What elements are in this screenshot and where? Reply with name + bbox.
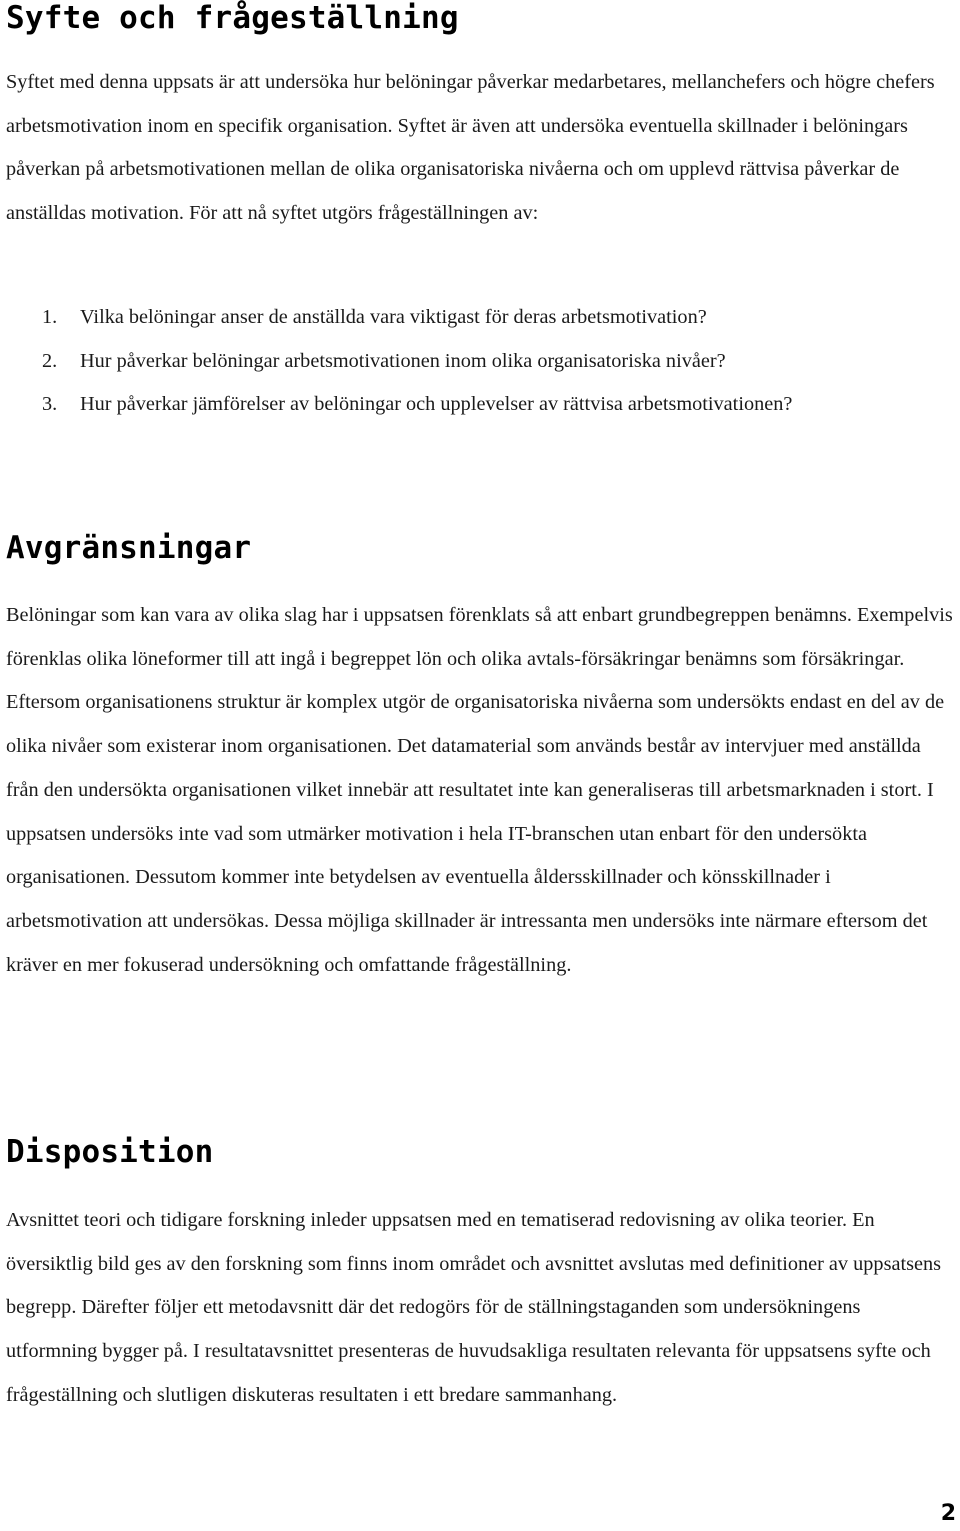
list-item-number: 1. bbox=[42, 306, 58, 328]
list-item-number: 3. bbox=[42, 393, 58, 416]
section-heading-disposition: Disposition bbox=[6, 1134, 214, 1170]
list-item-number: 2. bbox=[42, 349, 58, 372]
list-item bbox=[6, 296, 956, 340]
list-item-text: Vilka belöningar anser de anställda vara viktigast för deras arbetsmotivation? bbox=[80, 306, 707, 328]
section-heading-purpose: Syfte och frågeställning bbox=[6, 0, 459, 36]
list-item-text: Hur påverkar jämförelser av belöningar och upplevelser av rättvisa arbetsmotivationen? bbox=[80, 393, 793, 416]
list-item-text: Hur påverkar belöningar arbetsmotivationen inom olika organisatoriska nivåer? bbox=[80, 349, 726, 372]
section-heading-delimitations: Avgränsningar bbox=[6, 530, 252, 566]
list-item bbox=[6, 340, 956, 384]
list-item bbox=[6, 383, 956, 427]
section-body-purpose: Syftet med denna uppsats är att undersöka hur belöningar påverkar medarbetares, mellanchefers och högre chefers arbetsmotivation inom en specifik organisation. Syftet är även att undersöka eventuella skillnader i belöningars påverkan på arbetsmotivationen mellan de olika organisatoriska nivåerna och om upplevd rättvisa påverkar de anställdas motivation. För att nå syftet utgörs frågeställningen av: bbox=[6, 71, 935, 225]
section-body-delimitations: Belöningar som kan vara av olika slag har i uppsatsen förenklats så att enbart grundbegreppen benämns. Exempelvis förenklas olika löneformer till att ingå i begreppet lön och olika avtals-försäkringar benämns som försäkringar. Eftersom organisationens struktur är komplex utgör de organisatoriska nivåerna som undersökts endast en del av de olika nivåer som existerar inom organisationen. Det datamaterial som används består av intervjuer med anställda från den undersökta organisationen vilket innebär att resultatet inte kan generaliseras till arbetsmarknaden i stort. I uppsatsen undersöks inte vad som utmärker motivation i hela IT-branschen utan enbart för den undersökta organisationen. Dessutom kommer inte betydelsen av eventuella åldersskillnader och könsskillnader i arbetsmotivation att undersökas. Dessa möjliga skillnader är intressanta men undersöks inte närmare eftersom det kräver en mer fokuserad undersökning och omfattande frågeställning. bbox=[6, 604, 953, 976]
section-body-disposition: Avsnittet teori och tidigare forskning inleder uppsatsen med en tematiserad redovisning av olika teorier. En översiktlig bild ges av den forskning som finns inom området och avsnittet avslutas med definitioner av uppsatsens begrepp. Därefter följer ett metodavsnitt där det redogörs för de ställningstaganden som undersökningens utformning bygger på. I resultatavsnittet presenteras de huvudsakliga resultaten relevanta för uppsatsens syfte och frågeställning och slutligen diskuteras resultaten i ett bredare sammanhang. bbox=[6, 1209, 942, 1406]
research-questions-list bbox=[6, 296, 956, 427]
page-number: 2 bbox=[940, 1501, 956, 1526]
